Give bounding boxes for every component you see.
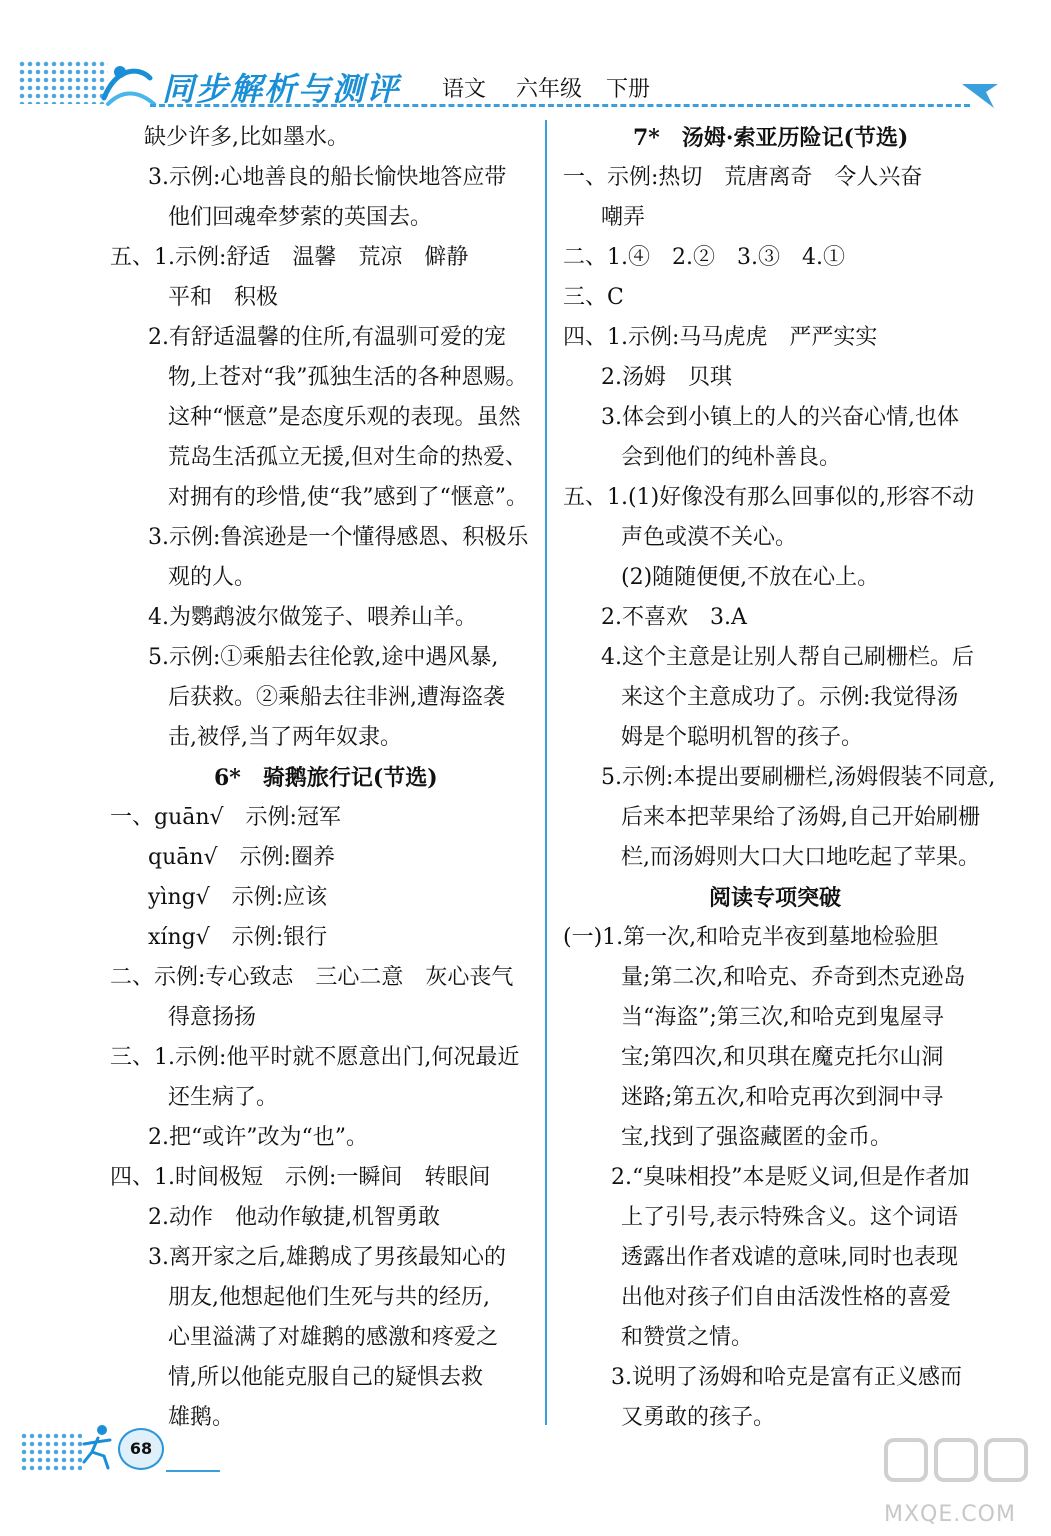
answer-line: 五、1.(1)好像没有那么回事似的,形容不动: [563, 485, 975, 510]
answer-line: 透露出作者戏谑的意味,同时也表现: [621, 1245, 958, 1270]
answer-line: 对拥有的珍惜,使“我”感到了“惬意”。: [168, 485, 528, 510]
answer-line: 5.示例:①乘船去往伦敦,途中遇风暴,: [148, 645, 499, 670]
answer-line: 他们回魂牵梦萦的英国去。: [168, 205, 433, 230]
answer-line: 2.动作 他动作敏捷,机智勇敢: [148, 1205, 440, 1230]
answer-line: 来这个主意成功了。示例:我觉得汤: [621, 685, 959, 710]
answer-line: 栏,而汤姆则大口大口地吃起了苹果。: [621, 845, 980, 870]
section-title: 阅读专项突破: [709, 885, 842, 911]
answer-line: 3.示例:鲁滨逊是一个懂得感恩、积极乐: [148, 525, 529, 550]
answer-line: 2.“臭味相投”本是贬义词,但是作者加: [611, 1165, 970, 1190]
answer-line: 朋友,他想起他们生死与共的经历,: [168, 1285, 490, 1310]
section-title: 7* 汤姆·索亚历险记(节选): [633, 125, 909, 151]
answer-line: 二、示例:专心致志 三心二意 灰心丧气: [110, 965, 514, 990]
answer-line: 4.为鹦鹉波尔做笼子、喂养山羊。: [148, 605, 477, 630]
answer-line: 后获救。②乘船去往非洲,遭海盗袭: [168, 685, 505, 710]
corner-arrow-icon: [960, 80, 1000, 112]
answer-line: 当“海盗”;第三次,和哈克到鬼屋寻: [621, 1005, 944, 1030]
answer-line: 5.示例:本提出要刷栅栏,汤姆假装不同意,: [601, 765, 996, 790]
answer-line: 上了引号,表示特殊含义。这个词语: [621, 1205, 958, 1230]
brand-title: 同步解析与测评: [162, 70, 401, 108]
answer-line: 荒岛生活孤立无援,但对生命的热爱、: [168, 445, 527, 470]
subject-label: 语文: [442, 77, 487, 102]
footer-divider: [166, 1470, 220, 1472]
answer-line: 3.体会到小镇上的人的兴奋心情,也体: [601, 405, 959, 430]
answer-line: 宝;第四次,和贝琪在魔克托尔山洞: [621, 1045, 944, 1070]
answer-line: 嘲弄: [601, 205, 646, 230]
answer-line: 这种“惬意”是态度乐观的表现。虽然: [168, 405, 521, 430]
answer-line: (一)1.第一次,和哈克半夜到墓地检验胆: [563, 925, 939, 950]
answer-line: 平和 积极: [168, 285, 279, 310]
answer-line: 宝,找到了强盗藏匿的金币。: [621, 1125, 892, 1150]
logo-icon: [98, 58, 158, 112]
answer-line: 2.不喜欢 3.A: [601, 605, 747, 630]
answer-line: 缺少许多,比如墨水。: [144, 125, 349, 150]
answer-line: 量;第二次,和哈克、乔奇到杰克逊岛: [621, 965, 966, 990]
answer-line: 观的人。: [168, 565, 257, 590]
answer-line: 3.离开家之后,雄鹅成了男孩最知心的: [148, 1245, 506, 1270]
page-number: 68: [118, 1428, 164, 1470]
answer-line: 声色或漠不关心。: [621, 525, 798, 550]
answer-line: 3.示例:心地善良的船长愉快地答应带: [148, 165, 507, 190]
answer-line: 一、示例:热切 荒唐离奇 令人兴奋: [563, 165, 923, 190]
decorative-dots: [18, 60, 108, 104]
answer-line: quān√ 示例:圈养: [148, 845, 335, 870]
header-divider: [150, 104, 970, 107]
column-divider: [545, 120, 547, 1425]
answer-line: 雄鹅。: [168, 1405, 235, 1430]
answer-line: 四、1.示例:马马虎虎 严严实实: [563, 325, 878, 350]
grade-label: 六年级: [516, 77, 583, 102]
answer-line: 又勇敢的孩子。: [621, 1405, 776, 1430]
answer-line: (2)随随便便,不放在心上。: [621, 565, 880, 590]
answer-line: 五、1.示例:舒适 温馨 荒凉 僻静: [110, 245, 469, 270]
answer-line: 心里溢满了对雄鹅的感激和疼爱之: [168, 1325, 499, 1350]
watermark-text: MXQE.COM: [884, 1502, 1016, 1527]
answer-line: 四、1.时间极短 示例:一瞬间 转眼间: [110, 1165, 491, 1190]
running-figure-icon: [78, 1422, 118, 1472]
answer-line: 2.有舒适温馨的住所,有温驯可爱的宠: [148, 325, 506, 350]
answer-line: 物,上苍对“我”孤独生活的各种恩赐。: [168, 365, 528, 390]
answer-line: 三、1.示例:他平时就不愿意出门,何况最近: [110, 1045, 520, 1070]
answer-line: xíng√ 示例:银行: [148, 925, 328, 950]
answer-line: 2.把“或许”改为“也”。: [148, 1125, 368, 1150]
answer-line: 得意扬扬: [168, 1005, 257, 1030]
answer-line: 二、1.④ 2.② 3.③ 4.①: [563, 245, 845, 270]
answer-line: 姆是个聪明机智的孩子。: [621, 725, 864, 750]
answer-line: 三、C: [563, 285, 624, 310]
answer-line: 会到他们的纯朴善良。: [621, 445, 842, 470]
answer-line: 击,被俘,当了两年奴隶。: [168, 725, 402, 750]
answer-line: 2.汤姆 贝琪: [601, 365, 732, 390]
answer-line: yìng√ 示例:应该: [148, 885, 328, 910]
answer-line: 还生病了。: [168, 1085, 279, 1110]
answer-line: 后来本把苹果给了汤姆,自己开始刷栅: [621, 805, 980, 830]
answer-line: 3.说明了汤姆和哈克是富有正义感而: [611, 1365, 962, 1390]
volume-label: 下册: [606, 77, 651, 102]
footer-decorative-dots: [20, 1432, 82, 1472]
answer-line: 出他对孩子们自由活泼性格的喜爱: [621, 1285, 952, 1310]
page-header: [0, 0, 1051, 120]
section-title: 6* 骑鹅旅行记(节选): [214, 765, 438, 791]
answer-line: 迷路;第五次,和哈克再次到洞中寻: [621, 1085, 944, 1110]
answer-line: 一、guān√ 示例:冠军: [110, 805, 341, 830]
answer-line: 和赞赏之情。: [621, 1325, 754, 1350]
answer-line: 4.这个主意是让别人帮自己刷栅栏。后: [601, 645, 974, 670]
answer-line: 情,所以他能克服自己的疑惧去救: [168, 1365, 483, 1390]
